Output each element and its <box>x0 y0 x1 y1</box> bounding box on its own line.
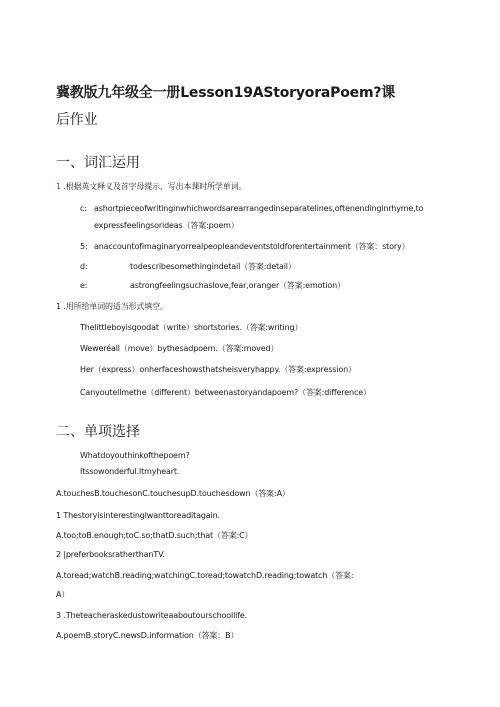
title-line-1: 冀教版九年级全一册Lesson19AStoryoraPoem?课 <box>56 85 396 101</box>
fill-blank-item: Her（express）onherfaceshowsthatsheisveryhappy.（答案:expression） <box>80 365 356 374</box>
mc-line: 3 .Theteacheraskedustowriteaaboutourschoollife. <box>56 611 248 620</box>
fill-blank-item: Weweréall（move）bythesadpoem.（答案:moved） <box>80 344 279 353</box>
vocab-item-label: c: <box>80 204 87 213</box>
vocab-item-text: ashortpieceofwritinginwhichwordsarearrangedinseparatelines,oftenendinginrhyme,to <box>94 204 424 213</box>
question-2-text: .用所给单词的适当形式填空。 <box>63 302 168 311</box>
mc-line: A.touchesB.touchesonC.touchesupD.touchesdown（答案:A） <box>56 489 290 498</box>
question-1-instruction <box>56 181 246 192</box>
mc-line: A） <box>56 590 70 599</box>
question-2-instruction <box>56 301 168 312</box>
mc-line: Whatdoyouthinkofthepoem? <box>80 451 190 460</box>
question-2-number: 1 <box>56 302 61 311</box>
mc-line: 2 |preferbooksratherthanTV. <box>56 550 165 559</box>
fill-blank-item: Canyoutellmethe（different）betweenastoryandapoem?（答案:difference） <box>80 388 371 397</box>
title-line-2: 后作业 <box>56 112 98 128</box>
mc-line: A.too;toB.enough;toC.so;thatD.such;that（答案:C） <box>56 531 253 540</box>
section-1-heading: 一、词汇运用 <box>56 155 140 171</box>
vocab-item <box>80 241 409 252</box>
vocab-item <box>80 261 296 272</box>
vocab-item <box>80 203 423 214</box>
mc-line: 1 Thestoryisinterestinglwanttoreaditagain. <box>56 511 220 520</box>
section-2-heading: 二、单项选择 <box>56 424 140 440</box>
vocab-item <box>80 280 345 291</box>
vocab-item-label: d: <box>80 262 88 271</box>
vocab-item-label: 5: <box>80 242 88 251</box>
vocab-item-text: todescribesomethingindetail（答案:detail） <box>130 262 296 271</box>
question-1-text: .根据英文释义及首字母提示，写出本课时所学单词。 <box>63 182 247 191</box>
fill-blank-item: Thelittleboyisgoodat（write）shortstories.（答案:writing） <box>80 323 303 332</box>
mc-line: Itssowonderful.Itmyheart. <box>80 467 180 476</box>
vocab-item-label: e: <box>80 281 88 290</box>
question-1-number: 1 <box>56 182 61 191</box>
vocab-item <box>94 220 239 231</box>
vocab-item-text: astrongfeelingsuchaslove,fear,oranger（答案:emotion） <box>130 281 345 290</box>
vocab-item-text: expressfeelingsorideas（答案:poem） <box>94 221 239 230</box>
mc-line: A.toread;watchB.reading;watchingC.toread;towatchD.reading;towatch（答案: <box>56 571 354 580</box>
document-title <box>56 80 456 134</box>
vocab-item-text: anaccountofimaginaryorrealpeopleandeventstoldforentertainment（答案：story） <box>94 242 410 251</box>
mc-line: A.poemB.storyC.newsD.information（答案：B） <box>56 631 239 640</box>
